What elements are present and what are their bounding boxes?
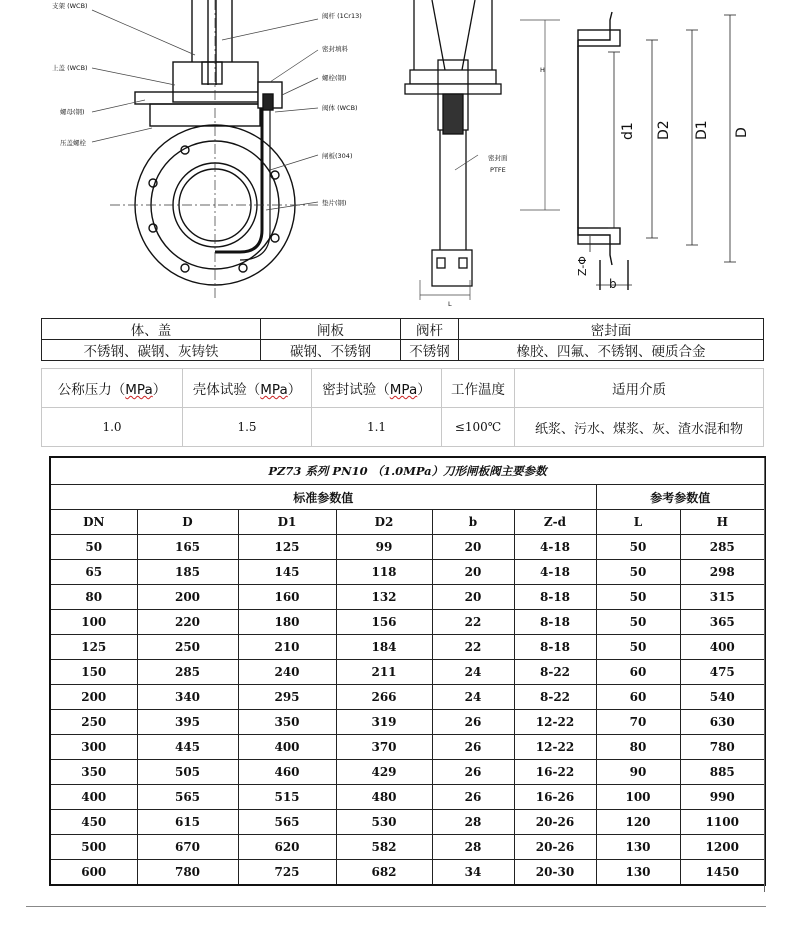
table-cell: 780 <box>137 860 238 886</box>
table-cell: 34 <box>432 860 514 886</box>
table-cell: 210 <box>238 635 336 660</box>
table-cell: 500 <box>50 835 137 860</box>
table-cell: 20-26 <box>514 835 596 860</box>
table-cell: 60 <box>596 660 680 685</box>
label-nut: 螺母(钢) <box>60 108 85 116</box>
label-z-phi: Z-Φ <box>576 256 589 276</box>
table-cell: 540 <box>680 685 765 710</box>
table-cell: 125 <box>50 635 137 660</box>
table-cell: 150 <box>50 660 137 685</box>
pressure-value: 1.1 <box>312 408 442 447</box>
pressure-table <box>41 368 764 447</box>
table-cell: 12-22 <box>514 710 596 735</box>
table-cell: 125 <box>238 535 336 560</box>
materials-table <box>41 318 764 361</box>
table-cell: 319 <box>336 710 432 735</box>
table-cell: 350 <box>50 760 137 785</box>
table-cell: 530 <box>336 810 432 835</box>
scan-edge-line <box>26 906 766 907</box>
table-cell: 24 <box>432 685 514 710</box>
table-cell: 90 <box>596 760 680 785</box>
table-row <box>50 610 765 635</box>
column-header: Z-d <box>514 510 596 535</box>
table-cell: 480 <box>336 785 432 810</box>
table-cell: 445 <box>137 735 238 760</box>
table-cell: 65 <box>50 560 137 585</box>
table-cell: 460 <box>238 760 336 785</box>
materials-value: 不锈钢、碳钢、灰铸铁 <box>42 340 261 361</box>
table-cell: 8-18 <box>514 585 596 610</box>
dimensions-title: PZ73 系列 PN10 （1.0MPa）刀形闸板阀主要参数 <box>50 457 765 485</box>
table-cell: 184 <box>336 635 432 660</box>
table-cell: 8-22 <box>514 685 596 710</box>
table-cell: 120 <box>596 810 680 835</box>
pressure-header-row <box>42 369 764 408</box>
label-stem: 阀杆 (1Cr13) <box>322 12 362 20</box>
label-packing: 密封填料 <box>322 45 348 53</box>
table-row <box>50 685 765 710</box>
dimensions-header-row <box>50 510 765 535</box>
table-cell: 99 <box>336 535 432 560</box>
materials-value: 不锈钢 <box>401 340 459 361</box>
table-cell: 400 <box>238 735 336 760</box>
table-cell: 565 <box>137 785 238 810</box>
table-cell: 400 <box>50 785 137 810</box>
table-cell: 450 <box>50 810 137 835</box>
table-row <box>50 660 765 685</box>
table-cell: 200 <box>50 685 137 710</box>
label-ptfe: PTFE <box>490 166 506 174</box>
dimensions-table <box>49 456 766 886</box>
table-cell: 565 <box>238 810 336 835</box>
pressure-value: 纸浆、污水、煤浆、灰、渣水混和物 <box>515 408 764 447</box>
table-cell: 1200 <box>680 835 765 860</box>
table-cell: 50 <box>596 585 680 610</box>
materials-header: 闸板 <box>261 319 401 340</box>
table-cell: 285 <box>680 535 765 560</box>
table-cell: 12-22 <box>514 735 596 760</box>
label-bracket: 支架 (WCB) <box>52 2 88 10</box>
table-cell: 211 <box>336 660 432 685</box>
table-cell: 620 <box>238 835 336 860</box>
materials-header: 阀杆 <box>401 319 459 340</box>
materials-header: 体、盖 <box>42 319 261 340</box>
table-cell: 20 <box>432 585 514 610</box>
table-cell: 8-18 <box>514 635 596 660</box>
table-cell: 60 <box>596 685 680 710</box>
column-header: b <box>432 510 514 535</box>
label-body: 阀体 (WCB) <box>322 104 358 112</box>
column-header: H <box>680 510 765 535</box>
table-cell: 200 <box>137 585 238 610</box>
table-cell: 370 <box>336 735 432 760</box>
table-cell: 16-22 <box>514 760 596 785</box>
table-cell: 20 <box>432 535 514 560</box>
table-cell: 165 <box>137 535 238 560</box>
table-cell: 20-26 <box>514 810 596 835</box>
materials-value: 橡胶、四氟、不锈钢、硬质合金 <box>459 340 764 361</box>
table-cell: 298 <box>680 560 765 585</box>
label-d1: d1 <box>620 122 636 140</box>
table-cell: 515 <box>238 785 336 810</box>
table-cell: 180 <box>238 610 336 635</box>
table-cell: 240 <box>238 660 336 685</box>
table-cell: 22 <box>432 635 514 660</box>
table-row <box>50 585 765 610</box>
label-gate: 闸板(304) <box>322 152 353 160</box>
table-cell: 70 <box>596 710 680 735</box>
table-row <box>50 710 765 735</box>
table-cell: 429 <box>336 760 432 785</box>
table-cell: 4-18 <box>514 535 596 560</box>
table-cell: 26 <box>432 760 514 785</box>
column-header: DN <box>50 510 137 535</box>
label-cover: 上盖 (WCB) <box>52 64 88 72</box>
table-cell: 130 <box>596 835 680 860</box>
pressure-header-nominal: 公称压力（MPa） <box>42 369 183 408</box>
table-cell: 350 <box>238 710 336 735</box>
table-row <box>50 560 765 585</box>
group-standard: 标准参数值 <box>50 485 596 510</box>
table-cell: 80 <box>596 735 680 760</box>
table-cell: 220 <box>137 610 238 635</box>
pressure-value: ≤100℃ <box>442 408 515 447</box>
table-cell: 630 <box>680 710 765 735</box>
dimensions-group-row <box>50 485 765 510</box>
table-cell: 50 <box>596 610 680 635</box>
materials-value-row <box>42 340 764 361</box>
pressure-header-media: 适用介质 <box>515 369 764 408</box>
table-cell: 295 <box>238 685 336 710</box>
table-cell: 100 <box>596 785 680 810</box>
column-header: D2 <box>336 510 432 535</box>
label-gasket: 垫片(钢) <box>322 199 347 207</box>
table-cell: 990 <box>680 785 765 810</box>
table-cell: 8-18 <box>514 610 596 635</box>
table-cell: 4-18 <box>514 560 596 585</box>
table-cell: 670 <box>137 835 238 860</box>
pressure-header-shell: 壳体试验（MPa） <box>183 369 312 408</box>
scan-edge-line <box>764 458 765 892</box>
table-cell: 885 <box>680 760 765 785</box>
table-cell: 682 <box>336 860 432 886</box>
pressure-value-row <box>42 408 764 447</box>
label-bolt: 螺栓(钢) <box>322 74 347 82</box>
table-cell: 185 <box>137 560 238 585</box>
label-h: H <box>540 66 545 74</box>
materials-header-row <box>42 319 764 340</box>
table-cell: 250 <box>137 635 238 660</box>
table-cell: 50 <box>50 535 137 560</box>
table-cell: 20-30 <box>514 860 596 886</box>
table-cell: 395 <box>137 710 238 735</box>
column-header: D <box>137 510 238 535</box>
pressure-value: 1.0 <box>42 408 183 447</box>
column-header: D1 <box>238 510 336 535</box>
table-cell: 315 <box>680 585 765 610</box>
table-cell: 780 <box>680 735 765 760</box>
label-d1-dim: D1 <box>694 120 710 140</box>
table-cell: 475 <box>680 660 765 685</box>
label-d2-dim: D2 <box>656 120 672 140</box>
pressure-header-temp: 工作温度 <box>442 369 515 408</box>
table-row <box>50 835 765 860</box>
table-row <box>50 760 765 785</box>
table-cell: 26 <box>432 785 514 810</box>
table-cell: 250 <box>50 710 137 735</box>
table-cell: 100 <box>50 610 137 635</box>
label-l: L <box>448 300 452 308</box>
table-row <box>50 735 765 760</box>
table-cell: 156 <box>336 610 432 635</box>
table-cell: 1450 <box>680 860 765 886</box>
table-row <box>50 635 765 660</box>
table-cell: 505 <box>137 760 238 785</box>
label-d-dim: D <box>734 127 750 138</box>
label-gland-bolt: 压盖螺栓 <box>60 139 86 147</box>
table-row <box>50 785 765 810</box>
table-cell: 28 <box>432 810 514 835</box>
table-cell: 340 <box>137 685 238 710</box>
materials-value: 碳钢、不锈钢 <box>261 340 401 361</box>
table-cell: 20 <box>432 560 514 585</box>
table-cell: 8-22 <box>514 660 596 685</box>
pressure-header-seal: 密封试验（MPa） <box>312 369 442 408</box>
valve-technical-drawing <box>0 0 790 312</box>
table-cell: 400 <box>680 635 765 660</box>
table-cell: 145 <box>238 560 336 585</box>
table-cell: 28 <box>432 835 514 860</box>
materials-header: 密封面 <box>459 319 764 340</box>
table-row <box>50 535 765 560</box>
table-cell: 1100 <box>680 810 765 835</box>
table-row <box>50 810 765 835</box>
table-cell: 118 <box>336 560 432 585</box>
table-cell: 24 <box>432 660 514 685</box>
table-cell: 266 <box>336 685 432 710</box>
table-cell: 50 <box>596 635 680 660</box>
table-cell: 50 <box>596 560 680 585</box>
table-cell: 285 <box>137 660 238 685</box>
dimensions-title-row <box>50 457 765 485</box>
table-cell: 300 <box>50 735 137 760</box>
table-cell: 600 <box>50 860 137 886</box>
table-cell: 26 <box>432 710 514 735</box>
table-cell: 130 <box>596 860 680 886</box>
table-cell: 50 <box>596 535 680 560</box>
group-reference: 参考参数值 <box>596 485 765 510</box>
table-cell: 22 <box>432 610 514 635</box>
table-cell: 582 <box>336 835 432 860</box>
table-cell: 26 <box>432 735 514 760</box>
pressure-value: 1.5 <box>183 408 312 447</box>
table-cell: 80 <box>50 585 137 610</box>
table-cell: 725 <box>238 860 336 886</box>
table-cell: 365 <box>680 610 765 635</box>
label-seal-face: 密封面 <box>488 154 508 162</box>
table-cell: 16-26 <box>514 785 596 810</box>
table-cell: 132 <box>336 585 432 610</box>
column-header: L <box>596 510 680 535</box>
table-cell: 615 <box>137 810 238 835</box>
table-row <box>50 860 765 886</box>
label-b: b <box>609 277 617 291</box>
table-cell: 160 <box>238 585 336 610</box>
